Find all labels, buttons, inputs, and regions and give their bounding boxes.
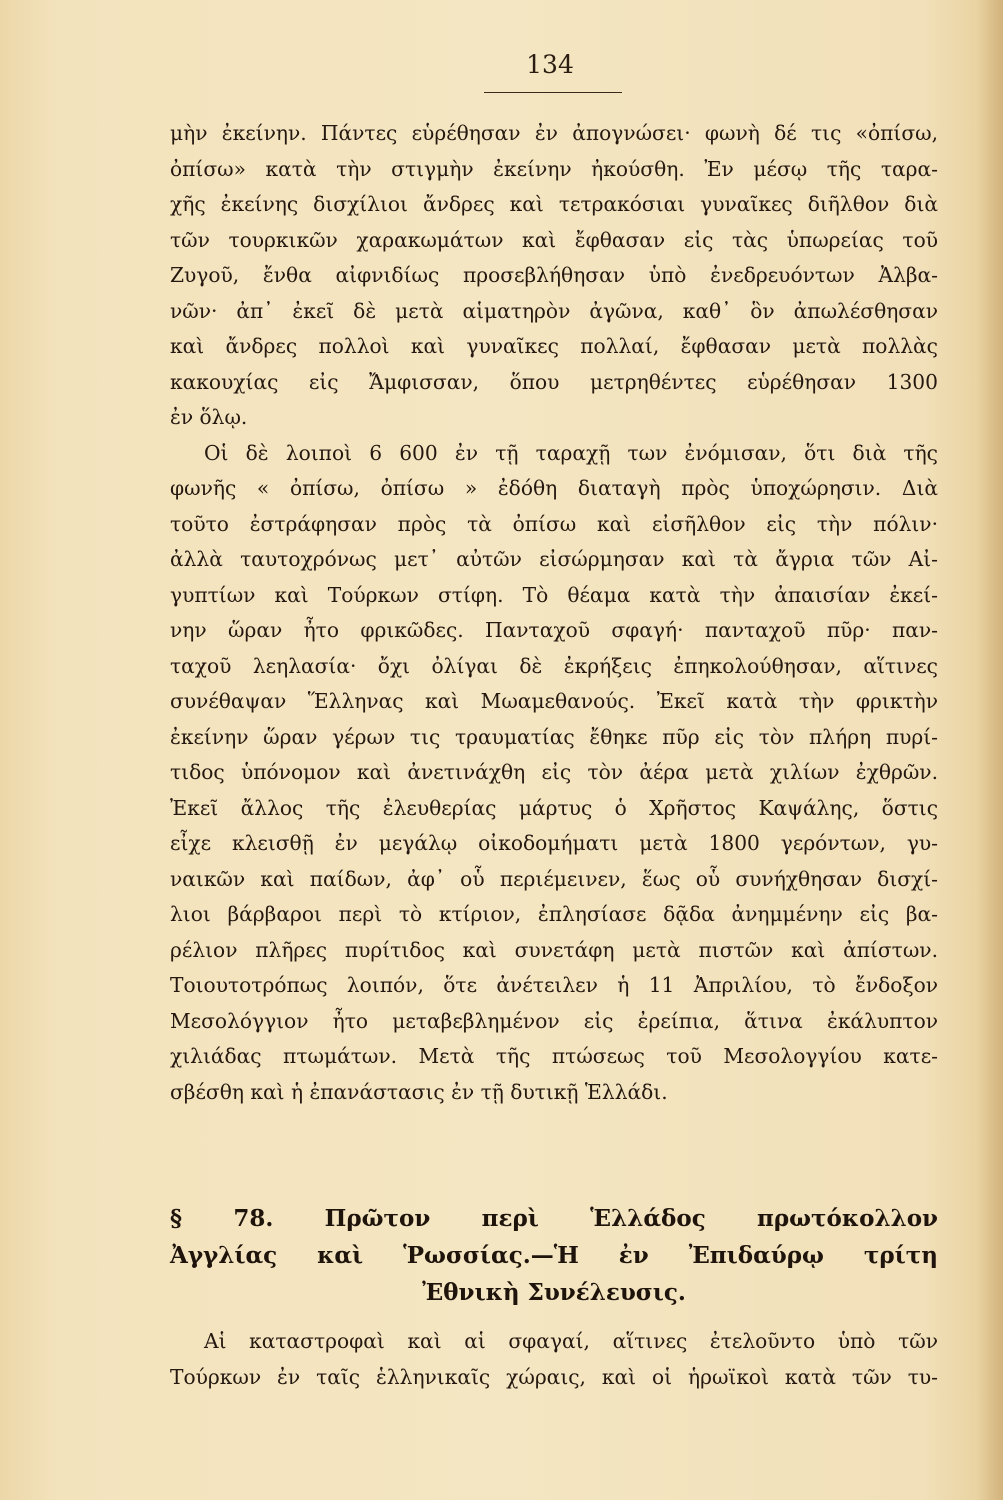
text-line: λιοι βάρβαροι περὶ τὸ κτίριον, ἐπλησίασε δᾷδα ἀνημμένην εἰς βα-	[170, 902, 938, 926]
text-line: μὴν ἐκείνην. Πάντες εὑρέθησαν ἐν ἀπογνώσει· φωνὴ δέ τις «ὀπίσω,	[170, 121, 938, 145]
text-line: χῆς ἐκείνης δισχίλιοι ἄνδρες καὶ τετρακόσιαι γυναῖκες διῆλθον διὰ	[170, 192, 938, 216]
text-line: Μεσολόγγιον ἦτο μεταβεβλημένον εἰς ἐρείπια, ἅτινα ἐκάλυπτον	[170, 1008, 938, 1033]
text-line: ὀπίσω» κατὰ τὴν στιγμὴν ἐκείνην ἠκούσθη. Ἐν μέσῳ τῆς ταρα-	[170, 156, 938, 181]
heading-line: § 78. Πρῶτον περὶ Ἑλλάδος πρωτόκολλον	[170, 1205, 938, 1232]
text-line: νῶν· ἀπ᾽ ἐκεῖ δὲ μετὰ αἱματηρὸν ἀγῶνα, καθ᾽ ὃν ἀπωλέσθησαν	[170, 298, 938, 323]
text-line: Αἱ καταστροφαὶ καὶ αἱ σφαγαί, αἵτινες ἐτελοῦντο ὑπὸ τῶν	[204, 1329, 938, 1353]
text-line: ρέλιον πλῆρες πυρίτιδος καὶ συνετάφη μετὰ πιστῶν καὶ ἀπίστων.	[170, 937, 938, 962]
text-line: ἐκείνην ὥραν γέρων τις τραυματίας ἔθηκε πῦρ εἰς τὸν πλήρη πυρί-	[170, 724, 938, 749]
text-line: φωνῆς « ὀπίσω, ὀπίσω » ἐδόθη διαταγὴ πρὸς ὑποχώρησιν. Διὰ	[170, 476, 938, 500]
text-line: χιλιάδας πτωμάτων. Μετὰ τῆς πτώσεως τοῦ Μεσολογγίου κατε-	[170, 1044, 938, 1068]
text-line: ταχοῦ λεηλασία· ὄχι ὀλίγαι δὲ ἐκρήξεις ἐπηκολούθησαν, αἵτινες	[170, 653, 938, 678]
header-rule	[484, 92, 622, 93]
text-line: τιδος ὑπόνομον καὶ ἀνετινάχθη εἰς τὸν ἀέρα μετὰ χιλίων ἐχθρῶν.	[170, 760, 938, 784]
main-text-block	[170, 116, 938, 1110]
text-line: νην ὥραν ἦτο φρικῶδες. Πανταχοῦ σφαγή· πανταχοῦ πῦρ· παν-	[170, 618, 938, 642]
text-line: γυπτίων καὶ Τούρκων στίφη. Τὸ θέαμα κατὰ τὴν ἀπαισίαν ἐκεί-	[170, 582, 938, 607]
text-line: καὶ ἄνδρες πολλοὶ καὶ γυναῖκες πολλαί, ἔφθασαν μετὰ πολλὰς	[170, 334, 938, 358]
text-line: εἶχε κλεισθῇ ἐν μεγάλῳ οἰκοδομήματι μετὰ 1800 γερόντων, γυ-	[170, 831, 938, 855]
section-heading	[170, 1200, 938, 1311]
text-line: κακουχίας εἰς Ἄμφισσαν, ὅπου μετρηθέντες εὑρέθησαν 1300	[170, 369, 938, 394]
text-line: Τοιουτοτρόπως λοιπόν, ὅτε ἀνέτειλεν ἡ 11 Ἀπριλίου, τὸ ἔνδοξον	[170, 973, 938, 997]
text-line: ναικῶν καὶ παίδων, ἀφ᾽ οὗ περιέμεινεν, ἕως οὗ συνήχθησαν δισχί-	[170, 866, 938, 891]
text-line: τῶν τουρκικῶν χαρακωμάτων καὶ ἔφθασαν εἰς τὰς ὑπωρείας τοῦ	[170, 227, 938, 252]
text-line: ἀλλὰ ταυτοχρόνως μετ᾽ αὐτῶν εἰσώρμησαν καὶ τὰ ἄγρια τῶν Αἰ-	[170, 547, 938, 571]
text-line: σβέσθη καὶ ἡ ἐπανάστασις ἐν τῇ δυτικῇ Ἑλλάδι.	[170, 1079, 668, 1104]
page-number: 134	[526, 50, 574, 79]
text-line: Οἱ δὲ λοιποὶ 6 600 ἐν τῇ ταραχῇ των ἐνόμισαν, ὅτι διὰ τῆς	[204, 440, 938, 465]
section-text-block	[170, 1324, 938, 1395]
text-line: Ἐκεῖ ἄλλος τῆς ἐλευθερίας μάρτυς ὁ Χρῆστος Καψάλης, ὅστις	[170, 795, 938, 820]
text-line: τοῦτο ἐστράφησαν πρὸς τὰ ὀπίσω καὶ εἰσῆλθον εἰς τὴν πόλιν·	[170, 511, 938, 536]
text-line: ἐν ὅλῳ.	[170, 405, 248, 429]
heading-line: Ἀγγλίας καὶ Ῥωσσίας.—Ἡ ἐν Ἐπιδαύρῳ τρίτη	[170, 1242, 938, 1269]
text-line: Τούρκων ἐν ταῖς ἑλληνικαῖς χώραις, καὶ οἱ ἡρωϊκοὶ κατὰ τῶν τυ-	[170, 1364, 938, 1389]
text-line: συνέθαψαν Ἕλληνας καὶ Μωαμεθανούς. Ἐκεῖ κατὰ τὴν φρικτὴν	[170, 689, 938, 713]
heading-line: Ἐθνικὴ Συνέλευσις.	[422, 1279, 686, 1306]
page-edge-shadow	[977, 0, 1003, 1500]
text-line: Ζυγοῦ, ἔνθα αἰφνιδίως προσεβλήθησαν ὑπὸ ἐνεδρευόντων Ἀλβα-	[170, 263, 938, 287]
